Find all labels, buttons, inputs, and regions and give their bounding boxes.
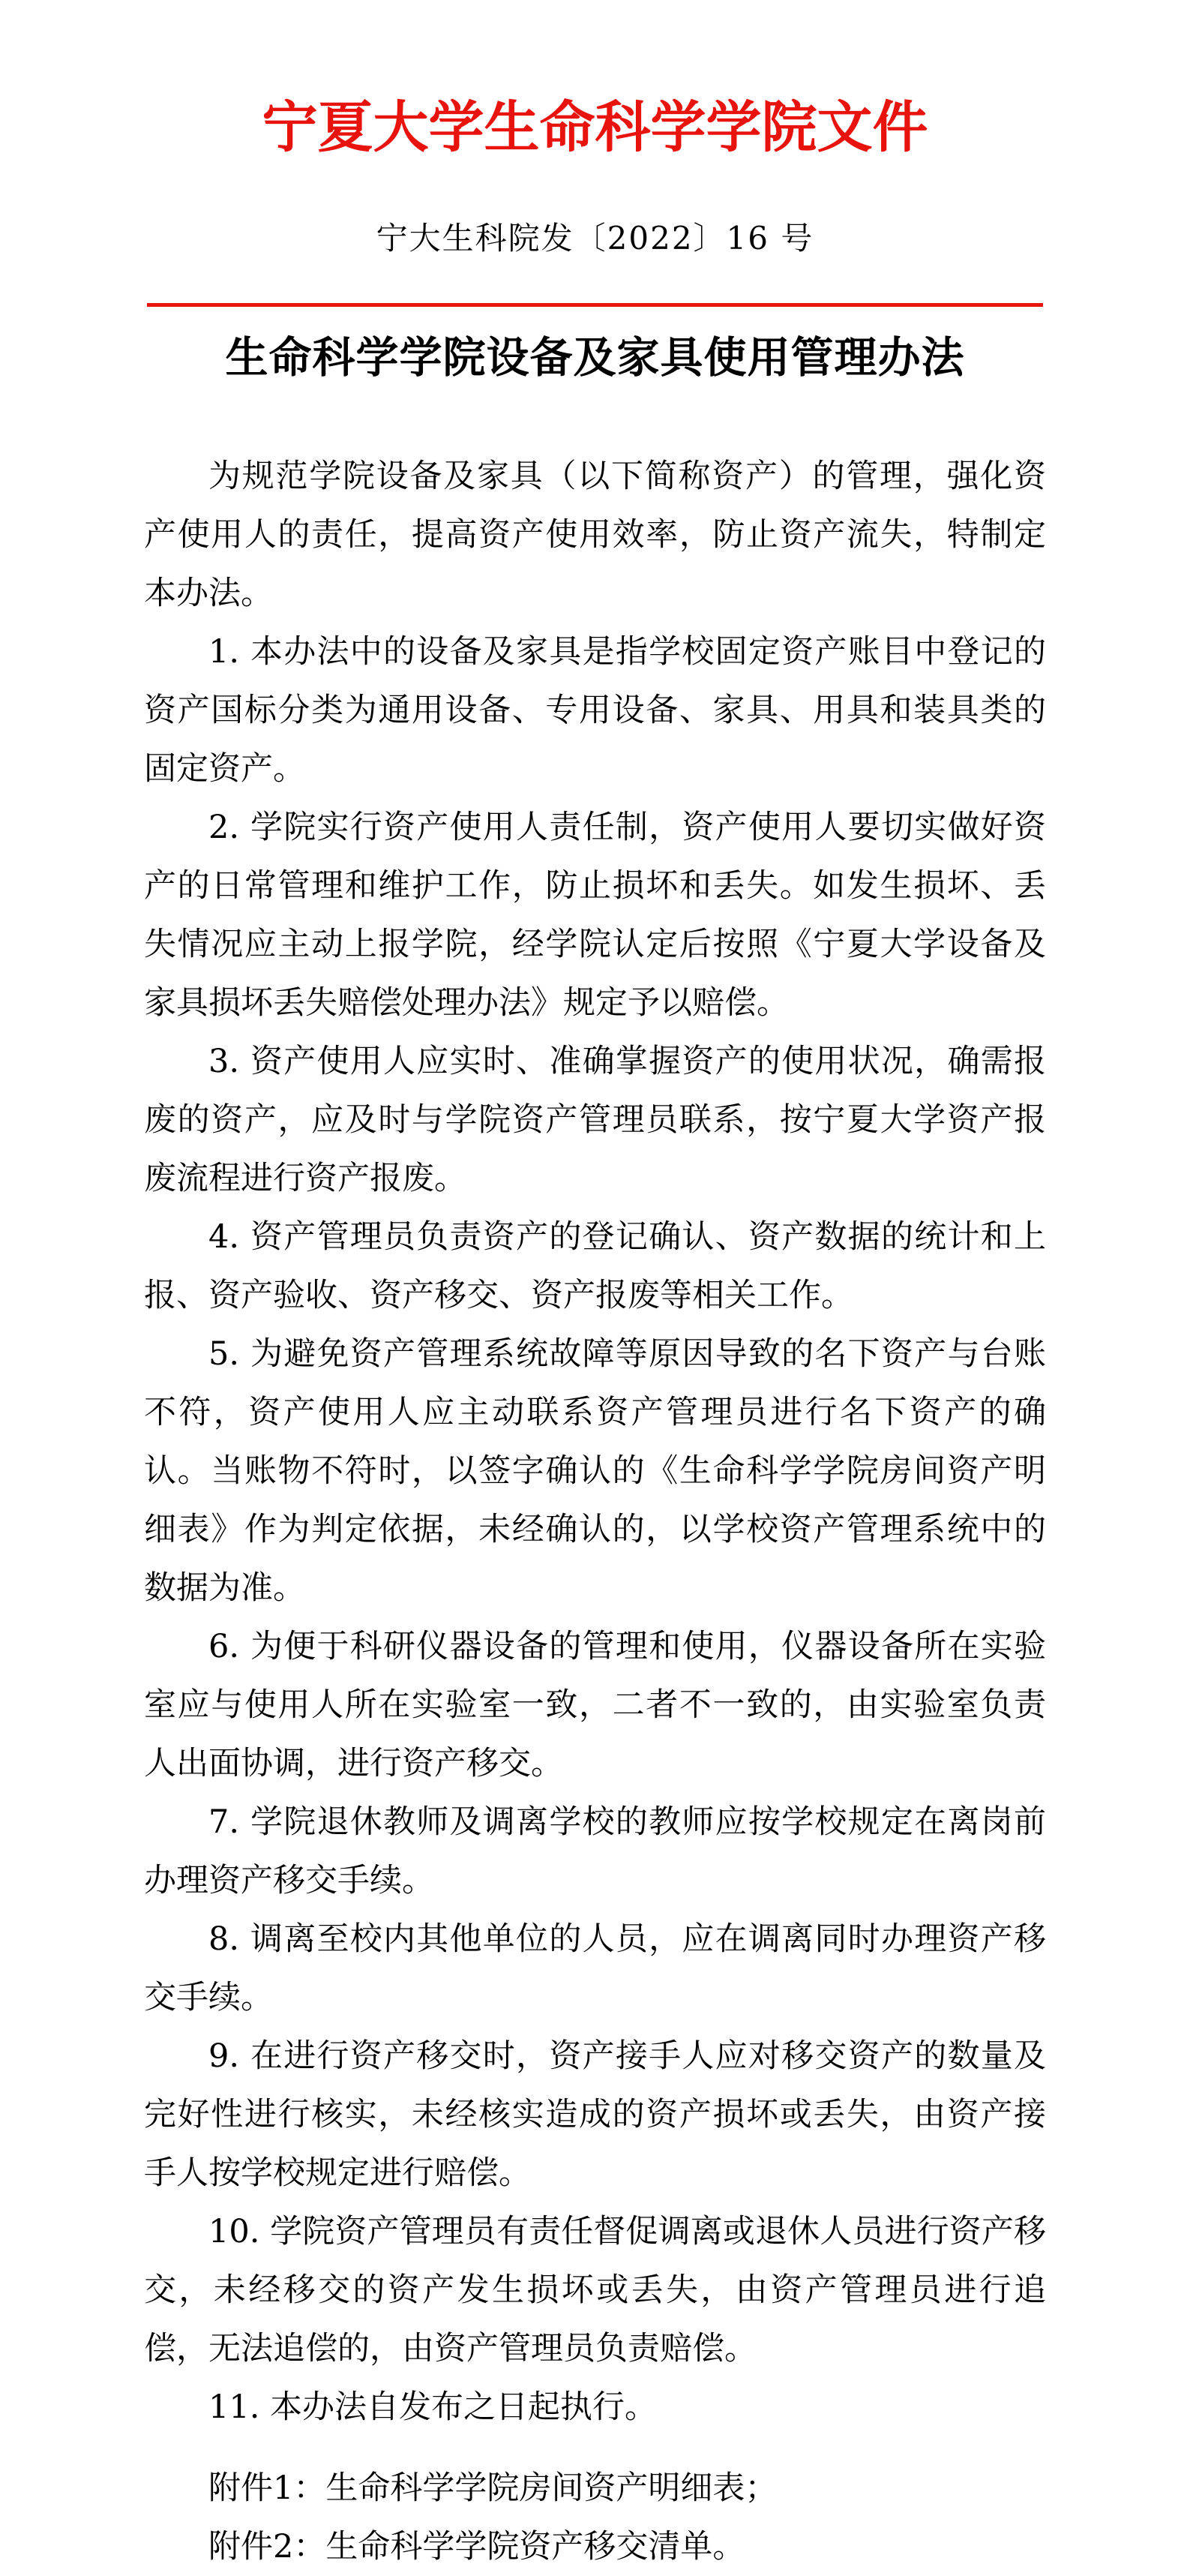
body-paragraph-item-5: 5. 为避免资产管理系统故障等原因导致的名下资产与台账不符，资产使用人应主动联系资产管理员进行名下资产的确认。当账物不符时，以签字确认的《生命科学学院房间资产明细表》作为判定依据，未经确认的，以学校资产管理系统中的数据为准。 xyxy=(144,1335,1046,1607)
document-body xyxy=(144,447,1046,2436)
document-title: 生命科学学院设备及家具使用管理办法 xyxy=(225,332,965,383)
body-paragraph-intro: 为规范学院设备及家具（以下简称资产）的管理，强化资产使用人的责任，提高资产使用效率，防止资产流失，特制定本办法。 xyxy=(144,458,1046,612)
doc-number: 宁大生科院发〔2022〕16 号 xyxy=(376,220,814,257)
attachment-line-1: 附件1：生命科学学院房间资产明细表； xyxy=(208,2469,778,2507)
body-paragraph-item-2: 2. 学院实行资产使用人责任制，资产使用人要切实做好资产的日常管理和维护工作，防止损坏和丢失。如发生损坏、丢失情况应主动上报学院，经学院认定后按照《宁夏大学设备及家具损坏丢失赔偿处理办法》规定予以赔偿。 xyxy=(144,809,1046,1022)
body-paragraph-item-1: 1. 本办法中的设备及家具是指学校固定资产账目中登记的资产国标分类为通用设备、专用设备、家具、用具和装具类的固定资产。 xyxy=(144,633,1046,788)
letterhead-title: 宁夏大学生命科学学院文件 xyxy=(262,95,928,160)
body-paragraph-item-4: 4. 资产管理员负责资产的登记确认、资产数据的统计和上报、资产验收、资产移交、资产报废等相关工作。 xyxy=(144,1218,1046,1314)
body-paragraph-item-7: 7. 学院退休教师及调离学校的教师应按学校规定在离岗前办理资产移交手续。 xyxy=(144,1803,1046,1899)
body-paragraph-item-6: 6. 为便于科研仪器设备的管理和使用，仪器设备所在实验室应与使用人所在实验室一致，二者不一致的，由实验室负责人出面协调，进行资产移交。 xyxy=(144,1628,1046,1782)
body-paragraph-item-11: 11. 本办法自发布之日起执行。 xyxy=(208,2388,658,2426)
body-paragraph-item-10: 10. 学院资产管理员有责任督促调离或退休人员进行资产移交，未经移交的资产发生损坏或丢失，由资产管理员进行追偿，无法追偿的，由资产管理员负责赔偿。 xyxy=(144,2213,1046,2367)
attachment-line-2: 附件2：生命科学学院资产移交清单。 xyxy=(208,2528,745,2565)
body-paragraph-item-8: 8. 调离至校内其他单位的人员，应在调离同时办理资产移交手续。 xyxy=(144,1920,1046,2016)
body-paragraph-item-3: 3. 资产使用人应实时、准确掌握资产的使用状况，确需报废的资产，应及时与学院资产管理员联系，按宁夏大学资产报废流程进行资产报废。 xyxy=(144,1043,1046,1197)
red-divider-line xyxy=(147,303,1043,307)
attachments-list xyxy=(144,2459,1046,2576)
body-paragraph-item-9: 9. 在进行资产移交时，资产接手人应对移交资产的数量及完好性进行核实，未经核实造成的资产损坏或丢失，由资产接手人按学校规定进行赔偿。 xyxy=(144,2037,1046,2192)
